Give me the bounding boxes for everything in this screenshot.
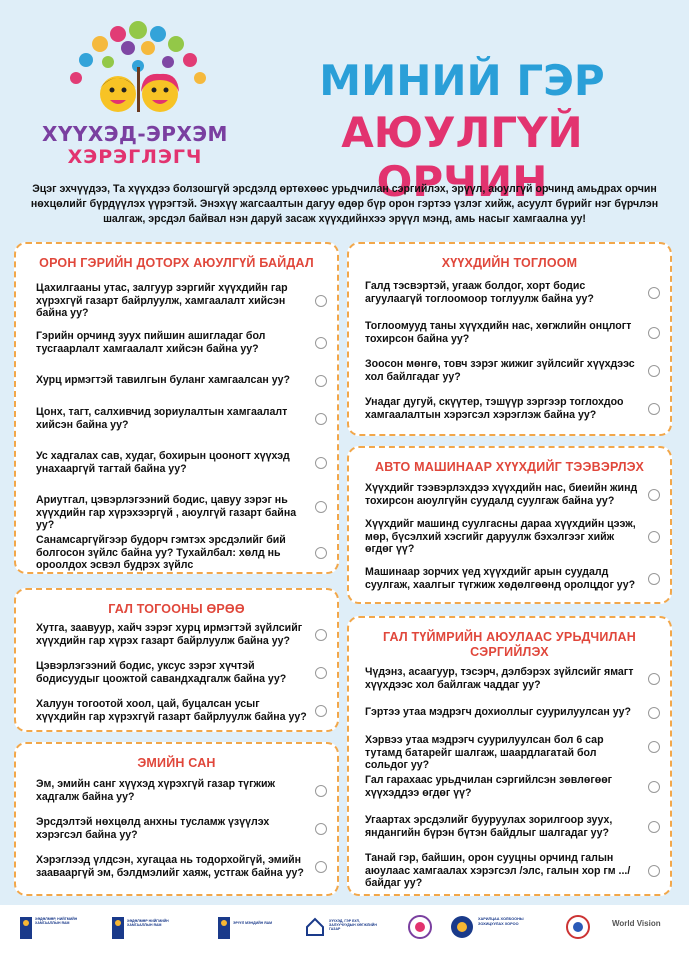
checklist-item: Цонх, тагт, салхивчид зориулалтын хамгаалалт хийсэн байна уу? bbox=[36, 406, 337, 432]
radio-button[interactable] bbox=[315, 295, 327, 307]
checklist-item: Халуун тогоотой хоол, цай, буцалсан усыг хүүхдийн гар хүрэхгүй газарт байрлуулж байна уу? bbox=[36, 698, 337, 724]
checklist-item: Зоосон мөнгө, товч зэрэг жижиг зүйлсийг хүүхдээс хол байлгадаг уу? bbox=[365, 358, 670, 384]
radio-button[interactable] bbox=[648, 573, 660, 585]
radio-button[interactable] bbox=[648, 673, 660, 685]
checklist-item: Цахилгааны утас, залгуур зэргийг хүүхдийн гар хүрэхгүй газарт байрлуулж, хамгаалалт хийсэн байна уу? bbox=[36, 282, 337, 320]
card-kitchen bbox=[14, 588, 339, 732]
card-car bbox=[347, 446, 672, 604]
radio-button[interactable] bbox=[648, 781, 660, 793]
radio-button[interactable] bbox=[648, 287, 660, 299]
footer-logos bbox=[0, 905, 689, 960]
emblem-icon bbox=[112, 917, 124, 939]
radio-button[interactable] bbox=[315, 413, 327, 425]
checklist-item: Гал гарахаас урьдчилан сэргийлсэн зөвлөгөөг хүүхэддээ өгдөг үү? bbox=[365, 774, 670, 800]
checklist-item: Унадаг дугуй, скүүтер, тэшүүр зэргээр тоглохдоо хамгаалалтын хэрэгсэл хэрэглэж байна уу? bbox=[365, 396, 670, 422]
radio-button[interactable] bbox=[648, 365, 660, 377]
section-title: ГАЛ ТҮЙМРИЙН АЮУЛААС УРЬДЧИЛАН СЭРГИЙЛЭХ bbox=[382, 630, 636, 659]
emblem-icon bbox=[218, 917, 230, 939]
footer-logo-3: ЭРҮҮЛ МЭНДИЙН ЯАМ bbox=[218, 915, 278, 943]
tree-logo-icon bbox=[38, 12, 238, 122]
card-home-safety bbox=[14, 242, 339, 574]
logo-title: ХҮҮХЭД-ЭРХЭМ bbox=[42, 122, 228, 146]
radio-button[interactable] bbox=[315, 337, 327, 349]
page-title-line2: АЮУЛГҮЙ ОРЧИН bbox=[341, 108, 583, 206]
round-emblem-icon bbox=[450, 915, 474, 939]
intro-text: Эцэг эхчүүдээ, Та хүүхдээ болзошгүй эрсдэлд өртөхөөс урьдчилан сэргийлэх, эрүүл, аюулгүй орчинд амьдрах орчин нөхцөлийг бүрдүүлэх үүрэгтэй. Энэхүү жагсаалтын дагуу өдөр бүр орон гэртээ үзлэг хийж, асуулт бүрийг нэг бүрчлэн шалгаж, эрсдэл байвал нэн даруй засаж хүүхдийнхээ эрүүл мэнд, амь насыг хамгаална уу! bbox=[30, 183, 659, 225]
checklist-item: Гэртээ утаа мэдрэгч дохиоллыг суурилуулсан уу? bbox=[365, 706, 670, 720]
card-fire bbox=[347, 616, 672, 896]
radio-button[interactable] bbox=[648, 865, 660, 877]
checklist-item: Танай гэр, байшин, орон сууцны орчинд галын аюулаас хамгаалах хэрэгсэл /элс, галын хор гм .../ байдаг уу? bbox=[365, 852, 670, 890]
footer-logo-4: ХҮҮХЭД, ГЭР БҮЛ, ЗАЛУУЧУУДЫН ХӨГЖЛИЙН ГАЗАР bbox=[305, 915, 385, 943]
footer-logo-world-vision: World Vision bbox=[612, 919, 661, 928]
radio-button[interactable] bbox=[648, 707, 660, 719]
checklist-item: Ус хадгалах сав, худаг, бохирын цооногт хүүхэд унахааргүй тагтай байна уу? bbox=[36, 450, 337, 476]
radio-button[interactable] bbox=[315, 547, 327, 559]
radio-button[interactable] bbox=[315, 785, 327, 797]
page-title-line1: МИНИЙ ГЭР bbox=[319, 56, 605, 105]
footer-logo-7: ХАРИЛЦАА ХОЛБООНЫ ЗОХИЦУУЛАХ ХОРОО bbox=[478, 917, 524, 926]
checklist-item: Санамсаргүйгээр будорч гэмтэх эрсдэлийг бий болгосон зүйлс байна уу? Тухайлбал: хөлд нь ороолдох эсвэл будрэх зүйлс bbox=[36, 534, 337, 572]
round-emblem-icon bbox=[566, 915, 590, 939]
checklist-item: Эм, эмийн санг хүүхэд хүрэхгүй газар түгжиж хадгалж байна уу? bbox=[36, 778, 337, 804]
checklist-item: Хүүхдийг тээвэрлэхдээ хүүхдийн нас, биеийн жинд тохирсон аюулгүйн суудалд суулгаж байна уу? bbox=[365, 482, 670, 508]
radio-button[interactable] bbox=[315, 375, 327, 387]
radio-button[interactable] bbox=[648, 489, 660, 501]
card-toys bbox=[347, 242, 672, 436]
radio-button[interactable] bbox=[648, 531, 660, 543]
checklist-item: Хурц ирмэгтэй тавилгын буланг хамгаалсан уу? bbox=[36, 374, 337, 388]
footer-logo-1: ХӨДӨЛМӨР, НИЙГМИЙН ХАМГААЛЛЫН ЯАМ bbox=[20, 915, 80, 943]
footer-logo-2: ХӨДӨЛМӨР НИЙГМИЙН ХАМГААЛЛЫН ЯАМ bbox=[112, 915, 182, 943]
checklist-item: Хэрэглээд үлдсэн, хугацаа нь тодорхойгүй, эмийн заавааргүй эм, бэлдмэлийг хаяж, устгаж байна уу? bbox=[36, 854, 337, 880]
radio-button[interactable] bbox=[315, 501, 327, 513]
radio-button[interactable] bbox=[648, 403, 660, 415]
checklist-item: Чүдэнз, асаагуур, тэсэрч, дэлбэрэх зүйлсийг ямагт хүүхдээс хол байлгаж чаддаг уу? bbox=[365, 666, 670, 692]
checklist-item: Эрсдэлтэй нөхцөлд анхны тусламж үзүүлэх хэрэгсэл байна уу? bbox=[36, 816, 337, 842]
radio-button[interactable] bbox=[315, 861, 327, 873]
house-emblem-icon bbox=[305, 917, 325, 937]
section-title: ОРОН ГЭРИЙН ДОТОРХ АЮУЛГҮЙ БАЙДАЛ bbox=[39, 256, 314, 270]
card-medicine bbox=[14, 742, 339, 896]
checklist-item: Цэвэрлэгээний бодис, уксус зэрэг хүчтэй бодисуудыг цоожтой савандхадгалж байна уу? bbox=[36, 660, 337, 686]
checklist-item: Галд тэсвэртэй, угааж болдог, хорт бодис агуулаагүй тоглоомоор тоглуулж байна уу? bbox=[365, 280, 670, 306]
checklist-item: Угаартах эрсдэлийг бууруулах зорилгоор зуух, яндангийн бүрэн бүтэн байдлыг шалгадаг уу? bbox=[365, 814, 670, 840]
emblem-icon bbox=[20, 917, 32, 939]
radio-button[interactable] bbox=[315, 705, 327, 717]
radio-button[interactable] bbox=[315, 667, 327, 679]
radio-button[interactable] bbox=[315, 823, 327, 835]
radio-button[interactable] bbox=[648, 327, 660, 339]
checklist-item: Хутга, заавуур, хайч зэрэг хурц ирмэгтэй зүйлсийг хүүхдийн гар хүрэх газарт байрлуулж байна уу? bbox=[36, 622, 337, 648]
checklist-item: Ариутгал, цэвэрлэгээний бодис, цавуу зэрэг нь хүүхдийн гар хүрэхээргүй , аюулгүй газарт байна уу? bbox=[36, 494, 337, 520]
radio-button[interactable] bbox=[315, 629, 327, 641]
section-title: ХҮҮХДИЙН ТОГЛООМ bbox=[441, 256, 578, 270]
checklist-item: Хэрвээ утаа мэдрэгч суурилуулсан бол 6 сар тутамд батарейг шалгаж, шаардлагатай бол сольдог уу? bbox=[365, 734, 670, 760]
checklist-item: Гэрийн орчинд зуух пийшин ашигладаг бол тусгаарлалт хамгаалалт хийсэн байна уу? bbox=[36, 330, 337, 356]
checklist-item: Машинаар зорчих үед хүүхдийг арын суудалд суулгаж, хаалгыг түгжиж хөдөлгөөнд оролцдог уу? bbox=[365, 566, 670, 592]
radio-button[interactable] bbox=[648, 821, 660, 833]
radio-button[interactable] bbox=[648, 741, 660, 753]
section-title: АВТО МАШИНААР ХҮҮХДИЙГ ТЭЭВЭРЛЭХ bbox=[375, 460, 644, 474]
checklist-item: Тоглоомууд таны хүүхдийн нас, хөгжлийн онцлогт тохирсон байна уу? bbox=[365, 320, 670, 346]
radio-button[interactable] bbox=[315, 457, 327, 469]
checklist-item: Хүүхдийг машинд суулгасны дараа хүүхдийн цээж, мөр, бүсэлхий хэсгийг даруулж бэхэлгээг хийж өгдөг үү? bbox=[365, 518, 670, 556]
logo-subtitle: ХЭРЭГЛЭГЧ bbox=[67, 146, 203, 168]
section-title: ГАЛ ТОГООНЫ ӨРӨӨ bbox=[108, 602, 245, 616]
section-title: ЭМИЙН САН bbox=[137, 756, 216, 770]
round-emblem-icon bbox=[408, 915, 432, 939]
